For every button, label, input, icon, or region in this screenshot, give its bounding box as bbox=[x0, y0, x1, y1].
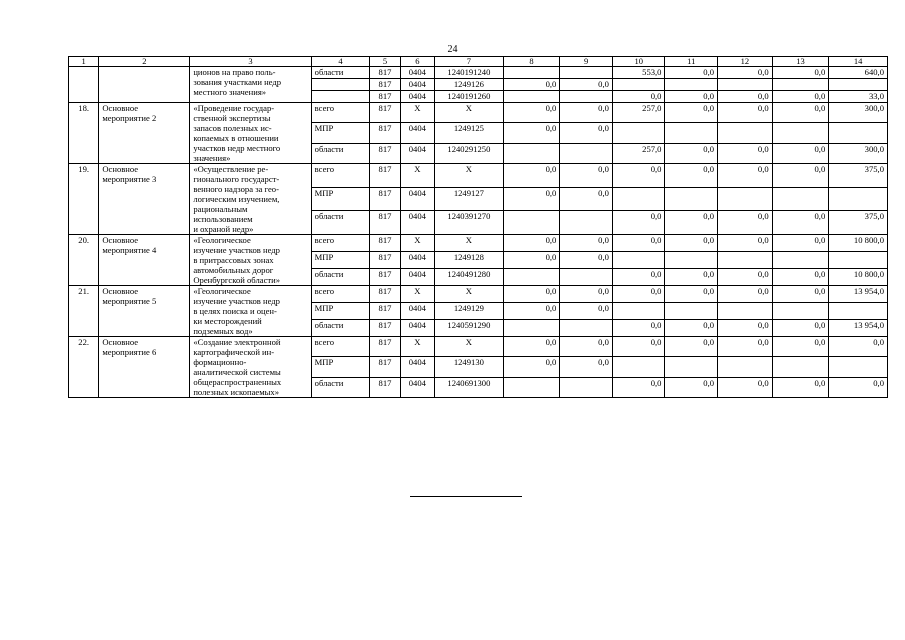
value-cell: 0,0 bbox=[503, 337, 560, 357]
cell-line: полезных ископаемых» bbox=[193, 387, 280, 397]
value-cell bbox=[560, 67, 613, 79]
value-cell bbox=[772, 303, 829, 320]
value-cell bbox=[665, 303, 718, 320]
value-cell bbox=[718, 187, 773, 211]
value-cell: 0,0 bbox=[718, 377, 773, 397]
value-cell: X bbox=[400, 103, 434, 123]
column-number: 4 bbox=[311, 57, 370, 67]
cell-line: участков недр местного bbox=[193, 143, 281, 153]
value-cell: 0,0 bbox=[718, 269, 773, 286]
value-cell bbox=[503, 67, 560, 79]
value-cell: 1240591290 bbox=[435, 320, 504, 337]
cell-line: значения» bbox=[193, 153, 231, 163]
value-cell: 0,0 bbox=[612, 337, 665, 357]
cell-line: Основное bbox=[102, 164, 139, 174]
value-cell: 0,0 bbox=[612, 91, 665, 103]
value-cell: 0,0 bbox=[772, 211, 829, 235]
value-cell bbox=[829, 79, 888, 91]
funding-source: области bbox=[311, 211, 370, 235]
funding-source: области bbox=[311, 377, 370, 397]
value-cell bbox=[829, 123, 888, 143]
value-cell: 0,0 bbox=[665, 164, 718, 188]
funding-source: МПР bbox=[311, 123, 370, 143]
value-cell: 0404 bbox=[400, 67, 434, 79]
cell-line: «Создание электронной bbox=[193, 337, 281, 347]
cell-line: зования участками недр bbox=[193, 77, 282, 87]
value-cell bbox=[612, 303, 665, 320]
value-cell: 0404 bbox=[400, 269, 434, 286]
value-cell: 0,0 bbox=[560, 252, 613, 269]
item-type bbox=[99, 67, 190, 103]
value-cell: 0,0 bbox=[503, 187, 560, 211]
value-cell bbox=[612, 357, 665, 377]
value-cell bbox=[665, 357, 718, 377]
value-cell: 0,0 bbox=[665, 286, 718, 303]
value-cell bbox=[829, 303, 888, 320]
item-type bbox=[99, 235, 190, 286]
value-cell bbox=[718, 123, 773, 143]
value-cell: 817 bbox=[370, 211, 400, 235]
item-number: 21. bbox=[69, 286, 99, 337]
cell-line: Оренбургской области» bbox=[193, 275, 281, 285]
value-cell: 1240391270 bbox=[435, 211, 504, 235]
column-number: 12 bbox=[718, 57, 773, 67]
funding-source: всего bbox=[311, 286, 370, 303]
cell-line: в целях поиска и оцен- bbox=[193, 306, 277, 316]
cell-line: автомобильных дорог bbox=[193, 265, 274, 275]
value-cell: X bbox=[435, 286, 504, 303]
value-cell: 817 bbox=[370, 187, 400, 211]
item-name bbox=[190, 235, 311, 286]
value-cell: 0,0 bbox=[612, 211, 665, 235]
funding-source: МПР bbox=[311, 252, 370, 269]
value-cell: 10 800,0 bbox=[829, 269, 888, 286]
value-cell: 0,0 bbox=[503, 103, 560, 123]
value-cell bbox=[503, 377, 560, 397]
value-cell: 0404 bbox=[400, 320, 434, 337]
value-cell: 0,0 bbox=[665, 211, 718, 235]
cell-line: «Проведение государ- bbox=[193, 103, 275, 113]
funding-source: всего bbox=[311, 164, 370, 188]
cell-line: общераспространенных bbox=[193, 377, 282, 387]
column-number: 11 bbox=[665, 57, 718, 67]
cell-line: ционов на право поль- bbox=[193, 67, 276, 77]
value-cell: 817 bbox=[370, 303, 400, 320]
value-cell: 1240691300 bbox=[435, 377, 504, 397]
value-cell: 1249126 bbox=[435, 79, 504, 91]
table-row bbox=[69, 337, 888, 357]
value-cell: 817 bbox=[370, 320, 400, 337]
value-cell: 1249129 bbox=[435, 303, 504, 320]
value-cell bbox=[612, 252, 665, 269]
value-cell: 0,0 bbox=[772, 286, 829, 303]
column-number-row bbox=[69, 57, 888, 67]
table-body bbox=[69, 67, 888, 398]
value-cell: X bbox=[435, 235, 504, 252]
table-row bbox=[69, 164, 888, 188]
funding-source: всего bbox=[311, 235, 370, 252]
value-cell bbox=[772, 252, 829, 269]
column-number: 1 bbox=[69, 57, 99, 67]
funding-source: МПР bbox=[311, 357, 370, 377]
value-cell: 817 bbox=[370, 286, 400, 303]
funding-source: МПР bbox=[311, 303, 370, 320]
value-cell: 817 bbox=[370, 79, 400, 91]
value-cell: 0404 bbox=[400, 91, 434, 103]
cell-line: венного надзора за гео- bbox=[193, 184, 279, 194]
value-cell: X bbox=[400, 337, 434, 357]
column-number: 9 bbox=[560, 57, 613, 67]
value-cell: 0,0 bbox=[718, 91, 773, 103]
value-cell: 0,0 bbox=[772, 269, 829, 286]
value-cell: 0,0 bbox=[612, 235, 665, 252]
cell-line: мероприятие 3 bbox=[102, 174, 157, 184]
funding-source: области bbox=[311, 320, 370, 337]
cell-line: мероприятие 4 bbox=[102, 245, 157, 255]
value-cell: 0,0 bbox=[560, 357, 613, 377]
footer-rule bbox=[410, 496, 522, 497]
page-number: 24 bbox=[447, 44, 458, 55]
cell-line: мероприятие 5 bbox=[102, 296, 157, 306]
value-cell bbox=[503, 143, 560, 163]
value-cell: 257,0 bbox=[612, 103, 665, 123]
value-cell: 0,0 bbox=[665, 337, 718, 357]
cell-line: «Осуществление ре- bbox=[193, 164, 269, 174]
value-cell bbox=[503, 211, 560, 235]
value-cell: 0,0 bbox=[560, 303, 613, 320]
value-cell: 0,0 bbox=[612, 286, 665, 303]
item-number bbox=[69, 67, 99, 103]
value-cell: 0,0 bbox=[503, 286, 560, 303]
column-number: 3 bbox=[190, 57, 311, 67]
value-cell: 0404 bbox=[400, 123, 434, 143]
value-cell: 0404 bbox=[400, 377, 434, 397]
value-cell: 375,0 bbox=[829, 164, 888, 188]
cell-line: и охраной недр» bbox=[193, 224, 254, 234]
value-cell bbox=[772, 357, 829, 377]
item-name bbox=[190, 337, 311, 398]
value-cell: 0,0 bbox=[503, 79, 560, 91]
value-cell: 1240491280 bbox=[435, 269, 504, 286]
value-cell: 0,0 bbox=[718, 320, 773, 337]
value-cell: 0,0 bbox=[665, 269, 718, 286]
funding-source: МПР bbox=[311, 187, 370, 211]
value-cell: 0,0 bbox=[665, 91, 718, 103]
value-cell bbox=[503, 320, 560, 337]
value-cell: 1240291250 bbox=[435, 143, 504, 163]
value-cell: X bbox=[400, 164, 434, 188]
cell-line: местного значения» bbox=[193, 87, 267, 97]
value-cell: 0,0 bbox=[612, 164, 665, 188]
value-cell bbox=[503, 269, 560, 286]
column-number: 8 bbox=[503, 57, 560, 67]
column-number: 7 bbox=[435, 57, 504, 67]
value-cell: X bbox=[435, 337, 504, 357]
value-cell: 300,0 bbox=[829, 103, 888, 123]
value-cell: 1240191260 bbox=[435, 91, 504, 103]
cell-line: Основное bbox=[102, 337, 139, 347]
value-cell: 375,0 bbox=[829, 211, 888, 235]
value-cell: 0,0 bbox=[772, 337, 829, 357]
value-cell: 0,0 bbox=[772, 143, 829, 163]
value-cell: 0,0 bbox=[560, 123, 613, 143]
value-cell: 817 bbox=[370, 164, 400, 188]
funding-source: всего bbox=[311, 337, 370, 357]
value-cell bbox=[503, 91, 560, 103]
value-cell: 0,0 bbox=[772, 67, 829, 79]
value-cell: 0,0 bbox=[718, 235, 773, 252]
value-cell bbox=[560, 211, 613, 235]
value-cell: 0,0 bbox=[560, 187, 613, 211]
value-cell: 1249130 bbox=[435, 357, 504, 377]
value-cell: 0,0 bbox=[718, 286, 773, 303]
cell-line: логическим изучением, bbox=[193, 194, 280, 204]
value-cell: 0,0 bbox=[772, 164, 829, 188]
item-type bbox=[99, 286, 190, 337]
value-cell: 0,0 bbox=[665, 143, 718, 163]
cell-line: Основное bbox=[102, 286, 139, 296]
value-cell: 0,0 bbox=[503, 357, 560, 377]
value-cell: 817 bbox=[370, 91, 400, 103]
value-cell: 0,0 bbox=[772, 91, 829, 103]
value-cell: 13 954,0 bbox=[829, 286, 888, 303]
value-cell bbox=[718, 79, 773, 91]
value-cell: 0,0 bbox=[829, 377, 888, 397]
value-cell bbox=[612, 123, 665, 143]
cell-line: запасов полезных ис- bbox=[193, 123, 272, 133]
column-number: 13 bbox=[772, 57, 829, 67]
value-cell: 1249128 bbox=[435, 252, 504, 269]
item-name bbox=[190, 164, 311, 235]
cell-line: ки месторождений bbox=[193, 316, 262, 326]
value-cell: 817 bbox=[370, 123, 400, 143]
value-cell: X bbox=[400, 235, 434, 252]
value-cell: 817 bbox=[370, 252, 400, 269]
funding-source: области bbox=[311, 67, 370, 79]
value-cell: 1249127 bbox=[435, 187, 504, 211]
value-cell: 0,0 bbox=[829, 337, 888, 357]
item-type bbox=[99, 103, 190, 164]
value-cell: 33,0 bbox=[829, 91, 888, 103]
cell-line: рациональным bbox=[193, 204, 248, 214]
value-cell: 0,0 bbox=[560, 235, 613, 252]
value-cell bbox=[560, 320, 613, 337]
value-cell: 0404 bbox=[400, 187, 434, 211]
value-cell: 0,0 bbox=[718, 164, 773, 188]
cell-line: Основное bbox=[102, 103, 139, 113]
value-cell bbox=[772, 123, 829, 143]
table-header bbox=[69, 57, 888, 67]
column-number: 6 bbox=[400, 57, 434, 67]
value-cell bbox=[718, 252, 773, 269]
value-cell: 0,0 bbox=[665, 377, 718, 397]
value-cell: 0,0 bbox=[560, 79, 613, 91]
value-cell: 0,0 bbox=[503, 252, 560, 269]
value-cell: 10 800,0 bbox=[829, 235, 888, 252]
value-cell: 0,0 bbox=[560, 286, 613, 303]
value-cell: 0,0 bbox=[612, 377, 665, 397]
cell-line: подземных вод» bbox=[193, 326, 253, 336]
cell-line: аналитической системы bbox=[193, 367, 281, 377]
value-cell bbox=[665, 187, 718, 211]
budget-table bbox=[68, 56, 888, 398]
cell-line: мероприятие 2 bbox=[102, 113, 157, 123]
value-cell: 0,0 bbox=[612, 269, 665, 286]
value-cell: 0,0 bbox=[718, 67, 773, 79]
cell-line: Основное bbox=[102, 235, 139, 245]
value-cell: 0404 bbox=[400, 143, 434, 163]
cell-line: ственной экспертизы bbox=[193, 113, 271, 123]
table-row bbox=[69, 67, 888, 79]
value-cell bbox=[718, 303, 773, 320]
value-cell: 817 bbox=[370, 103, 400, 123]
value-cell: 817 bbox=[370, 235, 400, 252]
value-cell bbox=[665, 79, 718, 91]
cell-line: в притрассовых зонах bbox=[193, 255, 274, 265]
value-cell: 0,0 bbox=[560, 164, 613, 188]
value-cell: 1240191240 bbox=[435, 67, 504, 79]
value-cell: 817 bbox=[370, 377, 400, 397]
value-cell bbox=[718, 357, 773, 377]
item-name bbox=[190, 286, 311, 337]
table-row bbox=[69, 235, 888, 252]
cell-line: картографической ин- bbox=[193, 347, 275, 357]
funding-source: области bbox=[311, 269, 370, 286]
value-cell: X bbox=[435, 103, 504, 123]
value-cell: 0,0 bbox=[665, 103, 718, 123]
value-cell bbox=[612, 187, 665, 211]
value-cell bbox=[772, 187, 829, 211]
value-cell: X bbox=[435, 164, 504, 188]
value-cell: 0,0 bbox=[772, 377, 829, 397]
value-cell: 0,0 bbox=[560, 103, 613, 123]
value-cell: 257,0 bbox=[612, 143, 665, 163]
column-number: 14 bbox=[829, 57, 888, 67]
value-cell bbox=[829, 252, 888, 269]
item-number: 20. bbox=[69, 235, 99, 286]
value-cell: 0404 bbox=[400, 303, 434, 320]
value-cell bbox=[560, 269, 613, 286]
value-cell: 13 954,0 bbox=[829, 320, 888, 337]
value-cell: 817 bbox=[370, 337, 400, 357]
value-cell: 0,0 bbox=[718, 211, 773, 235]
value-cell: 0,0 bbox=[665, 67, 718, 79]
value-cell: 0,0 bbox=[772, 103, 829, 123]
value-cell: 0404 bbox=[400, 211, 434, 235]
value-cell bbox=[560, 143, 613, 163]
item-type bbox=[99, 164, 190, 235]
value-cell bbox=[665, 252, 718, 269]
value-cell: 0,0 bbox=[718, 143, 773, 163]
item-name bbox=[190, 67, 311, 103]
cell-line: изучение участков недр bbox=[193, 245, 280, 255]
value-cell: 0404 bbox=[400, 79, 434, 91]
value-cell: 0,0 bbox=[665, 320, 718, 337]
cell-line: копаемых в отношении bbox=[193, 133, 279, 143]
cell-line: использованием bbox=[193, 214, 253, 224]
value-cell: 0,0 bbox=[718, 103, 773, 123]
value-cell: 0,0 bbox=[503, 123, 560, 143]
value-cell: 0,0 bbox=[665, 235, 718, 252]
funding-source bbox=[311, 91, 370, 103]
value-cell: X bbox=[400, 286, 434, 303]
value-cell: 0,0 bbox=[772, 320, 829, 337]
value-cell: 817 bbox=[370, 143, 400, 163]
value-cell bbox=[560, 91, 613, 103]
value-cell: 0,0 bbox=[503, 235, 560, 252]
value-cell bbox=[612, 79, 665, 91]
value-cell: 817 bbox=[370, 67, 400, 79]
value-cell: 553,0 bbox=[612, 67, 665, 79]
item-number: 22. bbox=[69, 337, 99, 398]
cell-line: гионального государст- bbox=[193, 174, 280, 184]
cell-line: формационно- bbox=[193, 357, 247, 367]
value-cell: 0,0 bbox=[503, 164, 560, 188]
value-cell: 0,0 bbox=[503, 303, 560, 320]
cell-line: «Геологическое bbox=[193, 235, 251, 245]
item-number: 19. bbox=[69, 164, 99, 235]
value-cell: 300,0 bbox=[829, 143, 888, 163]
item-type bbox=[99, 337, 190, 398]
value-cell bbox=[772, 79, 829, 91]
value-cell bbox=[829, 357, 888, 377]
value-cell: 0,0 bbox=[560, 337, 613, 357]
table-row bbox=[69, 286, 888, 303]
item-number: 18. bbox=[69, 103, 99, 164]
value-cell: 0,0 bbox=[612, 320, 665, 337]
value-cell: 817 bbox=[370, 357, 400, 377]
value-cell bbox=[560, 377, 613, 397]
value-cell: 0404 bbox=[400, 357, 434, 377]
cell-line: мероприятие 6 bbox=[102, 347, 157, 357]
value-cell: 0404 bbox=[400, 252, 434, 269]
value-cell: 817 bbox=[370, 269, 400, 286]
item-name bbox=[190, 103, 311, 164]
column-number: 10 bbox=[612, 57, 665, 67]
value-cell: 1249125 bbox=[435, 123, 504, 143]
table-row bbox=[69, 103, 888, 123]
column-number: 5 bbox=[370, 57, 400, 67]
funding-source: всего bbox=[311, 103, 370, 123]
cell-line: изучение участков недр bbox=[193, 296, 280, 306]
funding-source bbox=[311, 79, 370, 91]
value-cell bbox=[829, 187, 888, 211]
funding-source: области bbox=[311, 143, 370, 163]
value-cell: 0,0 bbox=[718, 337, 773, 357]
value-cell bbox=[665, 123, 718, 143]
cell-line: «Геологическое bbox=[193, 286, 251, 296]
value-cell: 0,0 bbox=[772, 235, 829, 252]
value-cell: 640,0 bbox=[829, 67, 888, 79]
column-number: 2 bbox=[99, 57, 190, 67]
